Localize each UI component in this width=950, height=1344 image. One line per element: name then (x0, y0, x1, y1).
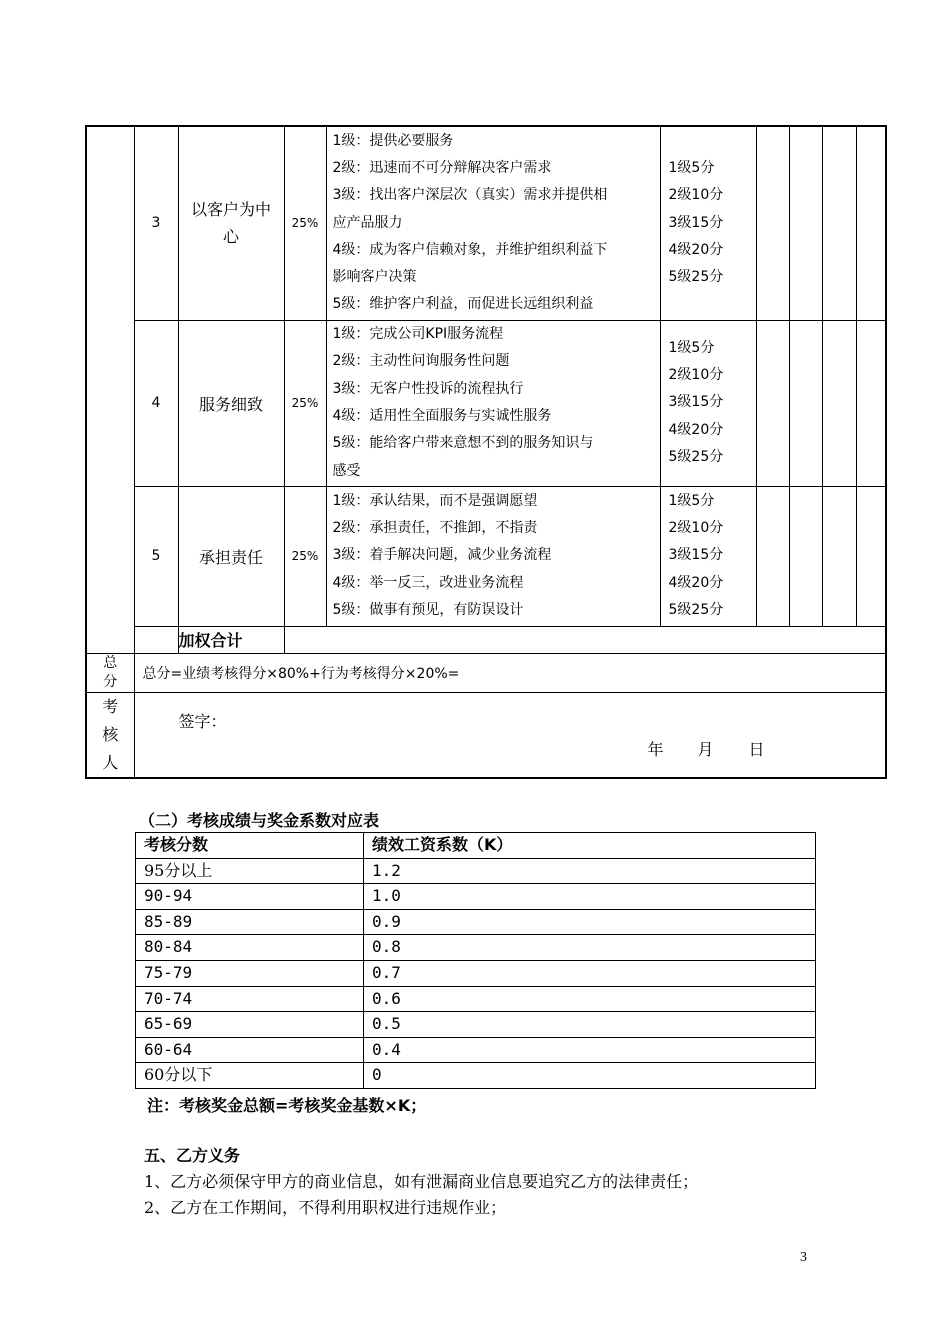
criteria-line: 1级：提供必要服务 (332, 132, 454, 149)
item-scores (660, 320, 756, 486)
score-line: 4级20分 (668, 574, 724, 591)
empty-score-cell[interactable] (822, 486, 856, 626)
score-range: 85-89 (136, 909, 364, 935)
empty-score-cell[interactable] (856, 320, 886, 486)
criteria-line: 1级：完成公司KPI服务流程 (332, 326, 504, 343)
criteria-line: 3级：找出客户深层次（真实）需求并提供相 (332, 187, 608, 204)
total-label: 总分 (86, 653, 134, 692)
item-number: 4 (134, 320, 178, 486)
item-scores (660, 126, 756, 320)
empty-score-cell[interactable] (789, 126, 822, 320)
table-row (136, 909, 816, 935)
header-score: 考核分数 (136, 833, 364, 859)
k-value: 0.7 (364, 960, 816, 986)
k-value: 0.5 (364, 1012, 816, 1038)
item-criteria (326, 126, 660, 320)
score-line: 2级10分 (668, 520, 724, 537)
table-row (86, 126, 886, 320)
criteria-line: 2级：承担责任，不推卸，不指责 (332, 520, 538, 537)
score-line: 5级25分 (668, 601, 724, 618)
item-criteria (326, 320, 660, 486)
score-range: 65-69 (136, 1012, 364, 1038)
table-row (136, 935, 816, 961)
criteria-line: 3级：无客户性投诉的流程执行 (332, 380, 524, 397)
criteria-line: 4级：适用性全面服务与实诚性服务 (332, 408, 552, 424)
score-range: 75-79 (136, 960, 364, 986)
criteria-line: 2级：主动性问询服务性问题 (332, 353, 510, 370)
score-range: 90-94 (136, 884, 364, 910)
empty-score-cell[interactable] (856, 126, 886, 320)
criteria-line: 1级：承认结果，而不是强调愿望 (332, 492, 538, 509)
empty-score-cell[interactable] (856, 486, 886, 626)
k-value: 0.9 (364, 909, 816, 935)
sign-label: 签字： (178, 711, 227, 731)
score-line: 4级20分 (668, 421, 724, 438)
item-weight: 25% (284, 320, 326, 486)
empty-score-cell[interactable] (756, 320, 789, 486)
criteria-line: 3级：着手解决问题，减少业务流程 (332, 547, 552, 564)
page-number: 3 (800, 1250, 807, 1265)
header-k: 绩效工资系数（K） (364, 833, 816, 859)
item-number: 5 (134, 486, 178, 626)
item-criteria (326, 486, 660, 626)
table-row (136, 960, 816, 986)
coef-table (135, 832, 816, 1089)
table-row (86, 486, 886, 626)
weighted-total-label: 加权合计 (178, 626, 284, 653)
table-row (136, 1012, 816, 1038)
k-value: 1.2 (364, 858, 816, 884)
score-range: 70-74 (136, 986, 364, 1012)
table-header-row (136, 833, 816, 859)
criteria-line: 5级：维护客户利益，而促进长远组织利益 (332, 296, 594, 313)
item-scores (660, 486, 756, 626)
date-year: 年 (647, 739, 664, 759)
score-line: 1级5分 (668, 160, 715, 176)
score-line: 3级15分 (668, 547, 724, 564)
total-formula: 总分=业绩考核得分×80%+行为考核得分×20%= (134, 653, 886, 692)
item-number: 3 (134, 126, 178, 320)
duty-item: 2、乙方在工作期间，不得利用职权进行违规作业； (144, 1198, 507, 1217)
criteria-line: 5级：能给客户带来意想不到的服务知识与 (332, 435, 594, 452)
score-range: 95分以上 (136, 858, 364, 884)
k-value: 0 (364, 1063, 816, 1089)
assessor-sign-area[interactable] (134, 692, 886, 778)
table-row (136, 884, 816, 910)
category-cell (86, 126, 134, 653)
coef-note: 注：考核奖金总额=考核奖金基数×K； (147, 1096, 427, 1115)
empty-score-cell[interactable] (789, 320, 822, 486)
score-line: 5级25分 (668, 448, 724, 465)
score-line: 1级5分 (668, 492, 715, 509)
score-line: 2级10分 (668, 367, 724, 384)
criteria-line: 5级：做事有预见，有防误设计 (332, 601, 524, 618)
item-weight: 25% (284, 126, 326, 320)
date-day: 日 (748, 739, 765, 759)
weighted-total-value[interactable] (284, 626, 886, 653)
empty-score-cell[interactable] (822, 126, 856, 320)
criteria-line: 4级：举一反三，改进业务流程 (332, 574, 524, 591)
item-name: 承担责任 (178, 486, 284, 626)
k-value: 0.8 (364, 935, 816, 961)
empty-score-cell[interactable] (756, 126, 789, 320)
criteria-line: 感受 (332, 462, 361, 479)
assessor-label: 考核人 (86, 692, 134, 778)
score-line: 2级10分 (668, 187, 724, 204)
table-row (86, 626, 886, 653)
empty-score-cell[interactable] (789, 486, 822, 626)
k-value: 0.4 (364, 1037, 816, 1063)
item-name: 以客户为中心 (178, 126, 284, 320)
section5-title: 五、乙方义务 (144, 1146, 241, 1165)
date-month: 月 (697, 739, 714, 759)
duty-item: 1、乙方必须保守甲方的商业信息，如有泄漏商业信息要追究乙方的法律责任； (144, 1172, 699, 1191)
item-weight: 25% (284, 486, 326, 626)
criteria-line: 应产品服力 (332, 214, 403, 231)
criteria-line: 2级：迅速而不可分辩解决客户需求 (332, 160, 552, 176)
table-row (136, 986, 816, 1012)
score-range: 60分以下 (136, 1063, 364, 1089)
criteria-line: 4级：成为客户信赖对象，并维护组织利益下 (332, 241, 608, 258)
coef-section-title: （二）考核成绩与奖金系数对应表 (139, 811, 380, 830)
behavior-evaluation-table (85, 125, 887, 779)
table-row (136, 1037, 816, 1063)
score-line: 5级25分 (668, 269, 724, 286)
empty-score-cell[interactable] (822, 320, 856, 486)
score-range: 60-64 (136, 1037, 364, 1063)
score-line: 4级20分 (668, 241, 724, 258)
score-line: 3级15分 (668, 394, 724, 411)
k-value: 1.0 (364, 884, 816, 910)
item-name: 服务细致 (178, 320, 284, 486)
table-row (86, 653, 886, 692)
k-value: 0.6 (364, 986, 816, 1012)
table-row (86, 692, 886, 778)
score-range: 80-84 (136, 935, 364, 961)
table-row (136, 1063, 816, 1089)
score-line: 1级5分 (668, 339, 715, 356)
table-row (136, 858, 816, 884)
table-row (86, 320, 886, 486)
score-line: 3级15分 (668, 214, 724, 231)
empty-score-cell[interactable] (756, 486, 789, 626)
criteria-line: 影响客户决策 (332, 269, 417, 286)
